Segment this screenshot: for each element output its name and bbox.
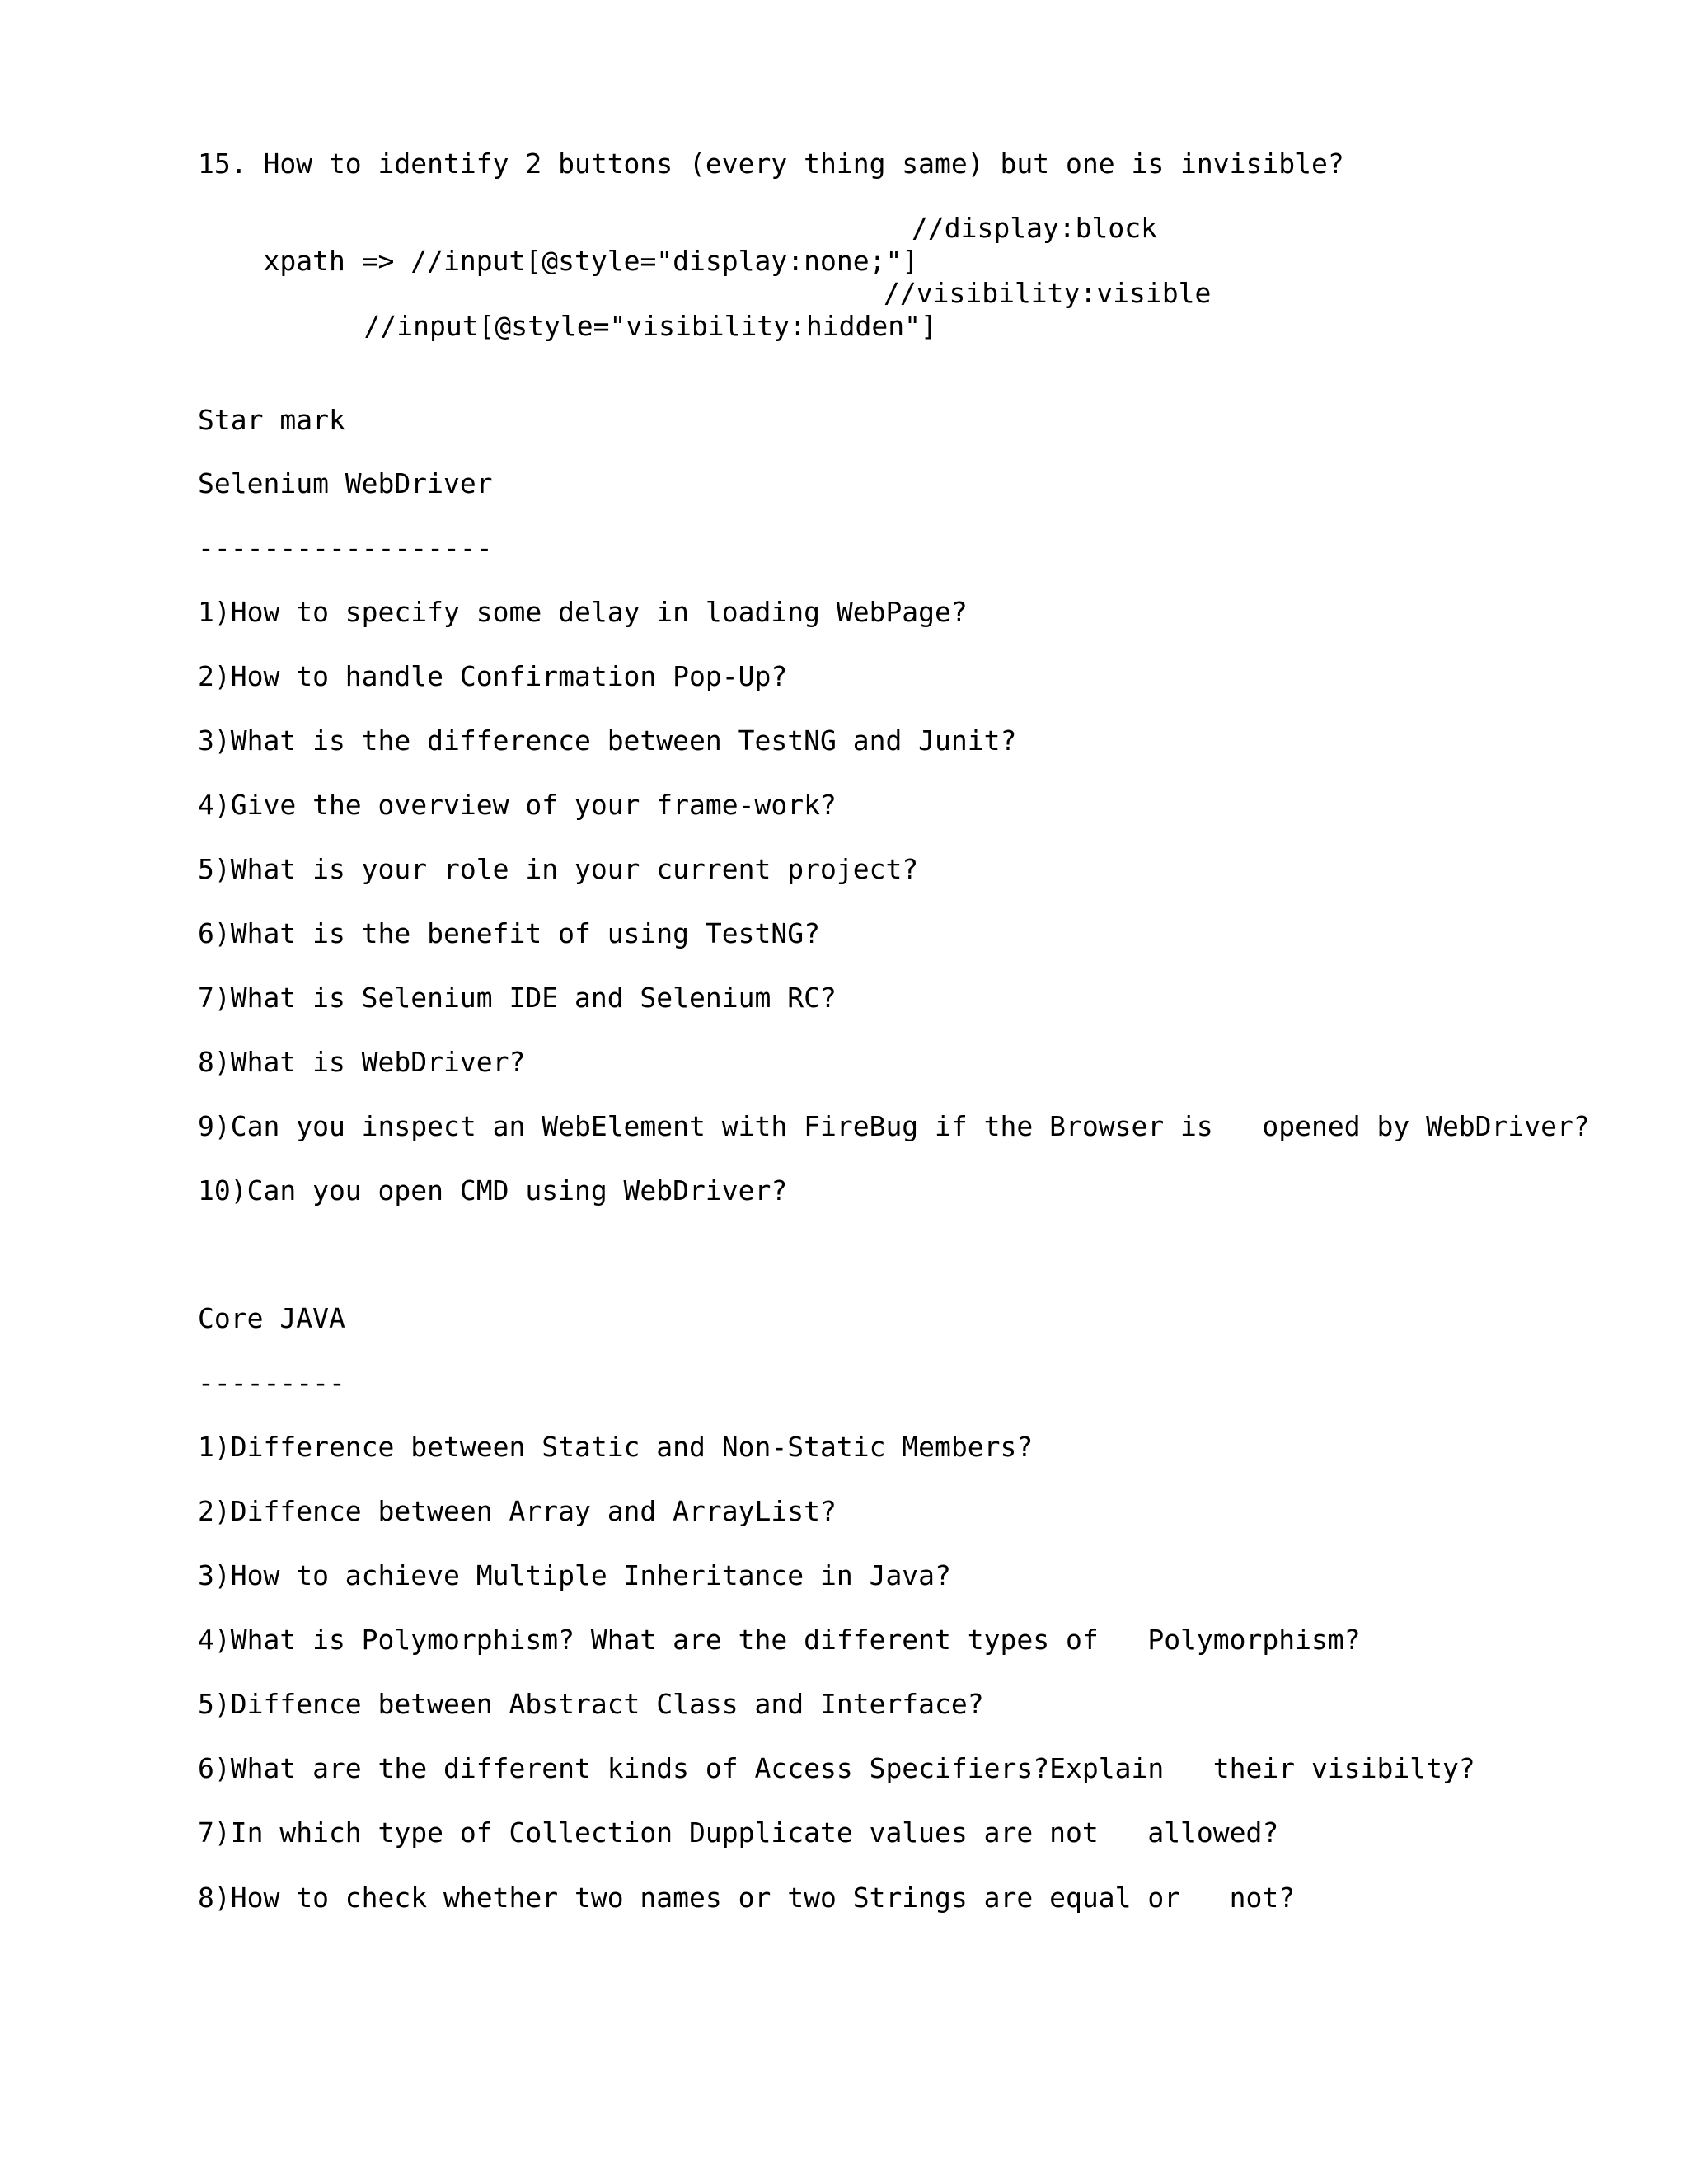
java-question-4: 4)What is Polymorphism? What are the different types of Polymorphism? bbox=[198, 1624, 1361, 1656]
java-question-2: 2)Diffence between Array and ArrayList? bbox=[198, 1495, 837, 1527]
xpath-visibility-hidden: //input[@style="visibility:hidden"] bbox=[363, 310, 937, 342]
selenium-question-5: 5)What is your role in your current project? bbox=[198, 853, 919, 885]
java-question-6: 6)What are the different kinds of Access Specifiers?Explain their visibilty? bbox=[198, 1752, 1475, 1784]
star-mark: Star mark bbox=[198, 404, 345, 436]
xpath-visibility-visible-comment: //visibility:visible bbox=[884, 277, 1212, 309]
java-question-1: 1)Difference between Static and Non-Static Members? bbox=[198, 1431, 1034, 1463]
core-java-underline: --------- bbox=[198, 1366, 345, 1399]
selenium-question-8: 8)What is WebDriver? bbox=[198, 1046, 526, 1078]
selenium-heading: Selenium WebDriver bbox=[198, 467, 493, 499]
selenium-question-1: 1)How to specify some delay in loading WebPage? bbox=[198, 596, 968, 628]
selenium-question-3: 3)What is the difference between TestNG and Junit? bbox=[198, 724, 1017, 757]
selenium-question-7: 7)What is Selenium IDE and Selenium RC? bbox=[198, 982, 837, 1014]
selenium-question-4: 4)Give the overview of your frame-work? bbox=[198, 789, 837, 821]
java-question-3: 3)How to achieve Multiple Inheritance in Java? bbox=[198, 1559, 951, 1591]
core-java-heading: Core JAVA bbox=[198, 1302, 345, 1334]
java-question-8: 8)How to check whether two names or two Strings are equal or not? bbox=[198, 1882, 1296, 1914]
selenium-question-10: 10)Can you open CMD using WebDriver? bbox=[198, 1174, 788, 1207]
question-15-title: 15. How to identify 2 buttons (every thing same) but one is invisible? bbox=[198, 148, 1344, 180]
selenium-underline: ------------------ bbox=[198, 532, 493, 564]
xpath-line-2 bbox=[298, 277, 1212, 409]
java-question-5: 5)Diffence between Abstract Class and Interface? bbox=[198, 1688, 984, 1720]
java-question-7: 7)In which type of Collection Dupplicate values are not allowed? bbox=[198, 1816, 1279, 1849]
selenium-question-9: 9)Can you inspect an WebElement with FireBug if the Browser is opened by WebDriver? bbox=[198, 1110, 1590, 1142]
selenium-question-6: 6)What is the benefit of using TestNG? bbox=[198, 917, 820, 949]
xpath-display-none: xpath => //input[@style="display:none;"] bbox=[263, 245, 919, 277]
xpath-display-block-comment: //display:block bbox=[912, 212, 1158, 244]
selenium-question-2: 2)How to handle Confirmation Pop-Up? bbox=[198, 660, 788, 692]
